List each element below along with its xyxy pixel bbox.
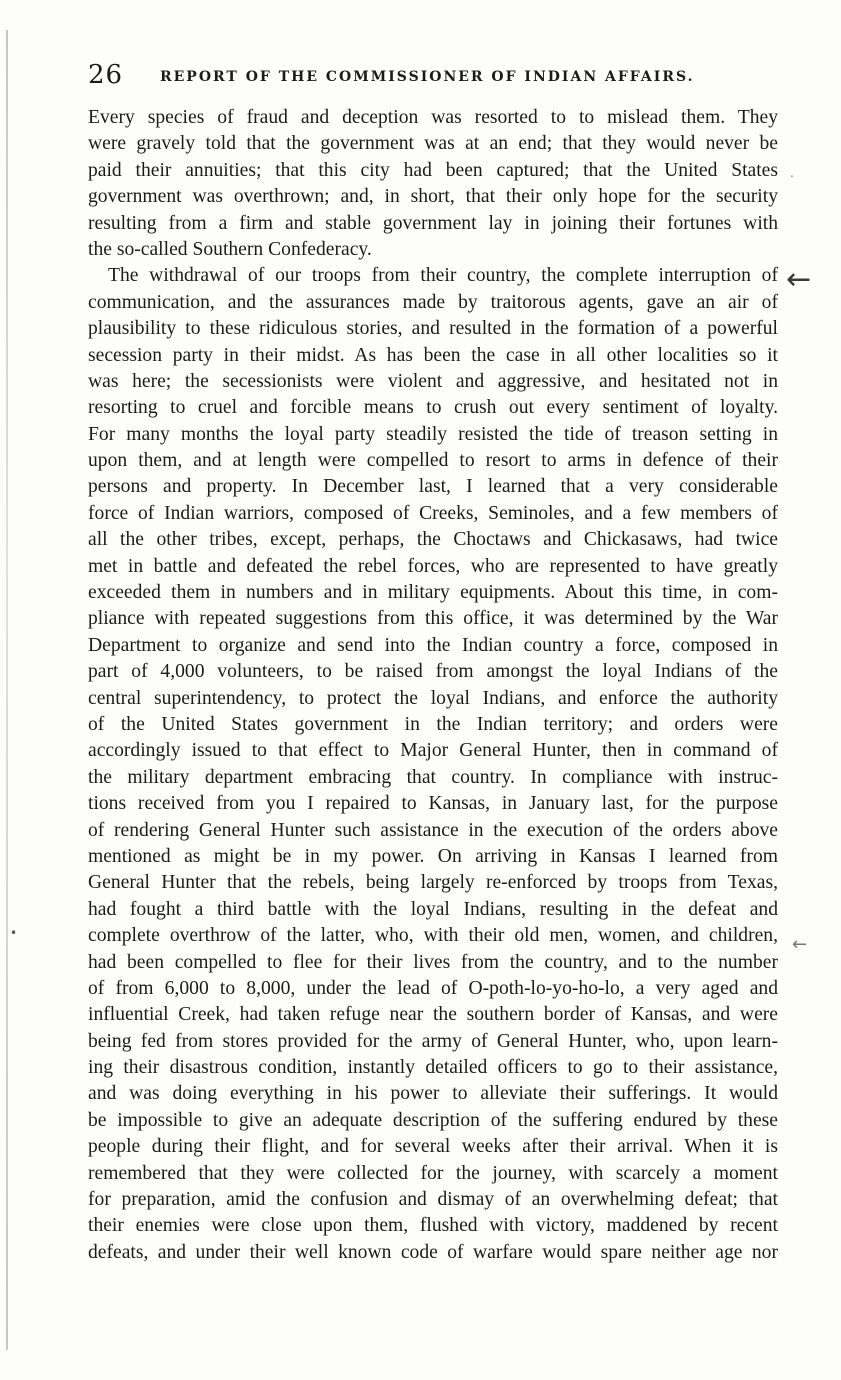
paragraph-2 <box>88 263 778 1266</box>
text-line: mentioned as might be in my power. On arriving in Kansas I learned from <box>88 845 778 867</box>
text-line: communication, and the assurances made by traitorous agents, gave an air of <box>88 291 778 313</box>
text-line: For many months the loyal party steadily resisted the tide of treason setting in <box>88 423 778 445</box>
margin-tick-icon: . <box>790 166 794 180</box>
text-line: of rendering General Hunter such assistance in the execution of the orders above <box>88 819 778 841</box>
text-line: met in battle and defeated the rebel forces, who are represented to have greatly <box>88 555 778 577</box>
text-line: were gravely told that the government was at an end; that they would never be <box>88 133 778 155</box>
text-line: and was doing everything in his power to alleviate their sufferings. It would <box>88 1083 778 1105</box>
text-line: complete overthrow of the latter, who, with their old men, women, and children, <box>88 925 778 947</box>
text-line: tions received from you I repaired to Kansas, in January last, for the purpose <box>88 793 778 815</box>
margin-dot-icon: • <box>10 926 18 940</box>
text-line: central superintendency, to protect the loyal Indians, and enforce the authority <box>88 687 778 709</box>
text-line: the military department embracing that country. In compliance with instruc- <box>88 766 778 788</box>
text-line: was here; the secessionists were violent and aggressive, and hesitated not in <box>88 370 778 392</box>
text-line: resorting to cruel and forcible means to crush out every sentiment of loyalty. <box>88 397 778 419</box>
page-header <box>88 60 788 94</box>
text-line: influential Creek, had taken refuge near the southern border of Kansas, and were <box>88 1004 778 1026</box>
text-line: General Hunter that the rebels, being largely re-enforced by troops from Texas, <box>88 872 778 894</box>
text-line: had fought a third battle with the loyal Indians, resulting in the defeat and <box>88 898 778 920</box>
body-text <box>88 105 778 1266</box>
text-line: being fed from stores provided for the army of General Hunter, who, upon learn- <box>88 1030 778 1052</box>
text-line: all the other tribes, except, perhaps, the Choctaws and Chickasaws, had twice <box>88 529 778 551</box>
text-line: secession party in their midst. As has been the case in all other localities so it <box>88 344 778 366</box>
text-line: defeats, and under their well known code of warfare would spare neither age nor <box>88 1241 778 1263</box>
text-line: resulting from a firm and stable government lay in joining their fortunes with <box>88 212 778 234</box>
text-line: for preparation, amid the confusion and dismay of an overwhelming defeat; that <box>88 1189 778 1211</box>
text-line: upon them, and at length were compelled to resort to arms in defence of their <box>88 450 778 472</box>
text-line: people during their flight, and for several weeks after their arrival. When it is <box>88 1136 778 1158</box>
text-line: plausibility to these ridiculous stories, and resulted in the formation of a powerful <box>88 318 778 340</box>
text-line: The withdrawal of our troops from their country, the complete interruption of <box>108 265 778 287</box>
margin-small-arrow-icon: ← <box>792 934 808 955</box>
text-line: of from 6,000 to 8,000, under the lead of O-poth-lo-yo-ho-lo, a very aged and <box>88 977 778 999</box>
text-line: government was overthrown; and, in short, that their only hope for the security <box>88 186 778 208</box>
text-line: of the United States government in the Indian territory; and orders were <box>88 713 778 735</box>
text-line: exceeded them in numbers and in military equipments. About this time, in com- <box>88 582 778 604</box>
text-line: persons and property. In December last, I learned that a very considerable <box>88 476 778 498</box>
text-line: Department to organize and send into the Indian country a force, composed in <box>88 634 778 656</box>
binding-edge-shadow <box>6 30 8 1350</box>
text-line: Every species of fraud and deception was resorted to to mislead them. They <box>88 107 778 128</box>
text-line: the so-called Southern Confederacy. <box>88 238 372 260</box>
page-number: 26 <box>88 60 124 90</box>
text-line: remembered that they were collected for the journey, with scarcely a moment <box>88 1162 778 1184</box>
text-line: accordingly issued to that effect to Major General Hunter, then in command of <box>88 740 778 762</box>
text-line: be impossible to give an adequate description of the suffering endured by these <box>88 1109 778 1131</box>
text-line: had been compelled to flee for their lives from the country, and to the number <box>88 951 778 973</box>
text-line: force of Indian warriors, composed of Creeks, Seminoles, and a few members of <box>88 502 778 524</box>
text-line: part of 4,000 volunteers, to be raised from amongst the loyal Indians of the <box>88 661 778 683</box>
text-line: paid their annuities; that this city had been captured; that the United States <box>88 159 778 181</box>
text-line: their enemies were close upon them, flushed with victory, maddened by recent <box>88 1215 778 1237</box>
paragraph-1 <box>88 105 778 263</box>
text-line: pliance with repeated suggestions from this office, it was determined by the War <box>88 608 778 630</box>
running-head: REPORT OF THE COMMISSIONER OF INDIAN AFFAIRS. <box>160 69 695 85</box>
text-line: ing their disastrous condition, instantly detailed officers to go to their assistance, <box>88 1057 778 1079</box>
margin-arrow-icon: ← <box>786 262 812 297</box>
